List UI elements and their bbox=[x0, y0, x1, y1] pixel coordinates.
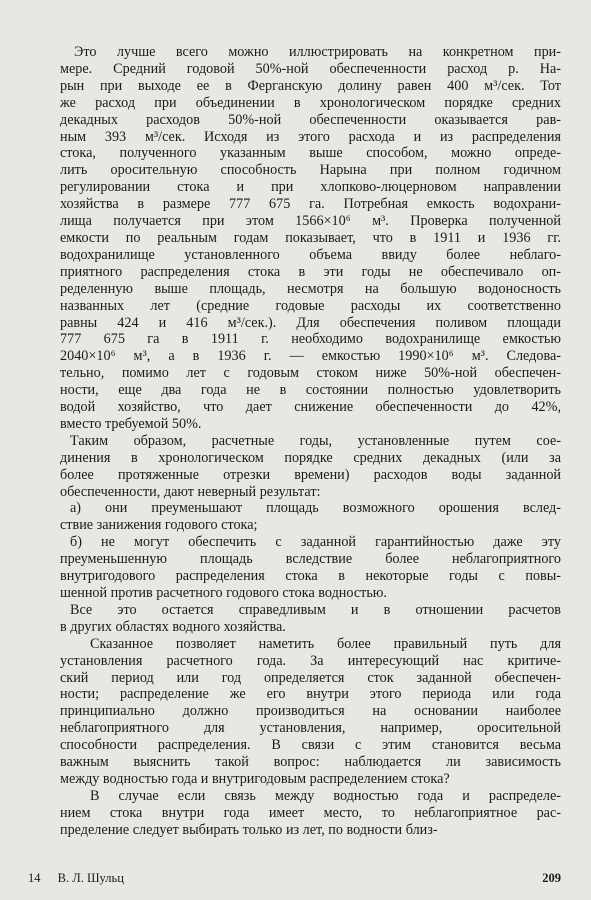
text-line: неблагоприятного для установления, например, оросительной bbox=[60, 720, 561, 737]
text-line: стока, полученного указанным выше способом, можно опреде- bbox=[60, 145, 561, 162]
text-line: внутригодового распределения стока в некоторые годы с повы- bbox=[60, 568, 561, 585]
text-line: водохранилище установленного объема ввиду более неблаго- bbox=[60, 246, 561, 263]
signature-number: 14 bbox=[28, 871, 41, 885]
text-line: способности распределения. В связи с этим становится весьма bbox=[60, 737, 561, 754]
text-line: Сказанное позволяет наметить более правильный путь для bbox=[90, 635, 561, 652]
page-number: 209 bbox=[542, 871, 561, 885]
paragraph bbox=[60, 44, 561, 433]
text-line: же расход при объединении в хронологическом порядке средних bbox=[60, 94, 561, 111]
text-line: емкости по реальным годам показывает, что в 1911 и 1936 гг. bbox=[60, 229, 561, 246]
text-line: б) не могут обеспечить с заданной гарантийностью даже эту bbox=[70, 534, 561, 551]
text-line: регулировании стока и при хлопково-люцерновом направлении bbox=[60, 179, 561, 196]
text-line: Таким образом, расчетные годы, установленные путем сое- bbox=[70, 432, 561, 449]
text-line: вместо требуемой 50%. bbox=[60, 415, 202, 432]
text-line: ский период или год определяется сток заданной обеспечен- bbox=[60, 669, 561, 686]
text-line: названных лет (средние годовые расходы их соответственно bbox=[60, 297, 561, 314]
paragraph bbox=[60, 636, 561, 788]
text-line: более протяженные отрезки времени) расходов воды заданной bbox=[60, 466, 561, 483]
text-line: приятного распределения стока в эти годы не обеспечивало оп- bbox=[60, 263, 561, 280]
text-line: ределенную выше площадь, несмотря на большую водоносность bbox=[60, 280, 561, 297]
text-line: ным 393 м³/сек. Исходя из этого расхода и из распределения bbox=[60, 128, 561, 145]
text-line: мере. Средний годовой 50%-ной обеспеченности расход р. На- bbox=[60, 60, 561, 77]
text-line: а) они преуменьшают площадь возможного орошения вслед- bbox=[70, 500, 561, 517]
text-line: Все это остается справедливым и в отношении расчетов bbox=[70, 601, 561, 618]
text-line: тельно, помимо лет с годовым стоком ниже 50%-ной обеспечен- bbox=[60, 365, 561, 382]
signature-author: В. Л. Шульц bbox=[57, 871, 124, 885]
text-line: установления расчетного года. За интересующий нас критиче- bbox=[60, 652, 561, 669]
text-line: хозяйства в размере 777 675 га. Потребная емкость водохрани- bbox=[60, 196, 561, 213]
text-line: лища получается при этом 1566×10⁶ м³. Проверка полученной bbox=[60, 213, 561, 230]
text-line: пределение следует выбирать только из лет, по водности близ- bbox=[60, 821, 438, 838]
text-line: равны 424 и 416 м³/сек.). Для обеспечения поливом площади bbox=[60, 314, 561, 331]
paragraph bbox=[60, 602, 561, 636]
text-line: ствие занижения годового стока; bbox=[60, 517, 258, 534]
text-line: шенной против расчетного годового стока водностью. bbox=[60, 585, 387, 601]
text-line: 777 675 га в 1911 г. необходимо водохранилище емкостью bbox=[60, 331, 561, 348]
text-line: принципиально должно производиться на основании наиболее bbox=[60, 703, 561, 720]
text-line: лить оросительную способность Нарына при полном годичном bbox=[60, 162, 561, 179]
text-line: 2040×10⁶ м³, а в 1936 г. — емкостью 1990×10⁶ м³. Следова- bbox=[60, 348, 561, 365]
paragraph bbox=[60, 534, 561, 602]
text-line: преуменьшенную площадь вследствие более неблагоприятного bbox=[60, 551, 561, 568]
text-line: рын при выходе ее в Ферганскую долину равен 400 м³/сек. Тот bbox=[60, 77, 561, 94]
text-line: обеспеченности, дают неверный результат: bbox=[60, 483, 321, 500]
printer-signature bbox=[28, 871, 124, 886]
text-line: ности, еще два года не в состоянии полностью удовлетворить bbox=[60, 382, 561, 399]
paragraph bbox=[60, 788, 561, 839]
text-line: динения в хронологическом порядке средних декадных (или за bbox=[60, 449, 561, 466]
text-line: нием стока внутри года имеет место, то неблагоприятное рас- bbox=[60, 804, 561, 821]
text-line: декадных расходов 50%-ной обеспеченности оказывается рав- bbox=[60, 111, 561, 128]
text-line: В случае если связь между водностью года и распределе- bbox=[90, 787, 561, 804]
text-line: важным выяснить такой вопрос: наблюдается ли зависимость bbox=[60, 754, 561, 771]
paragraph bbox=[60, 500, 561, 534]
text-line: между водностью года и внутригодовым распределением стока? bbox=[60, 770, 450, 787]
text-line: ности; распределение же его внутри этого периода или года bbox=[60, 686, 561, 703]
body-text bbox=[60, 44, 561, 839]
text-line: в других областях водного хозяйства. bbox=[60, 618, 286, 635]
paragraph bbox=[60, 433, 561, 501]
text-line: Это лучше всего можно иллюстрировать на конкретном при- bbox=[74, 44, 561, 60]
text-line: водой хозяйство, что дает снижение обеспеченности до 42%, bbox=[60, 399, 561, 416]
